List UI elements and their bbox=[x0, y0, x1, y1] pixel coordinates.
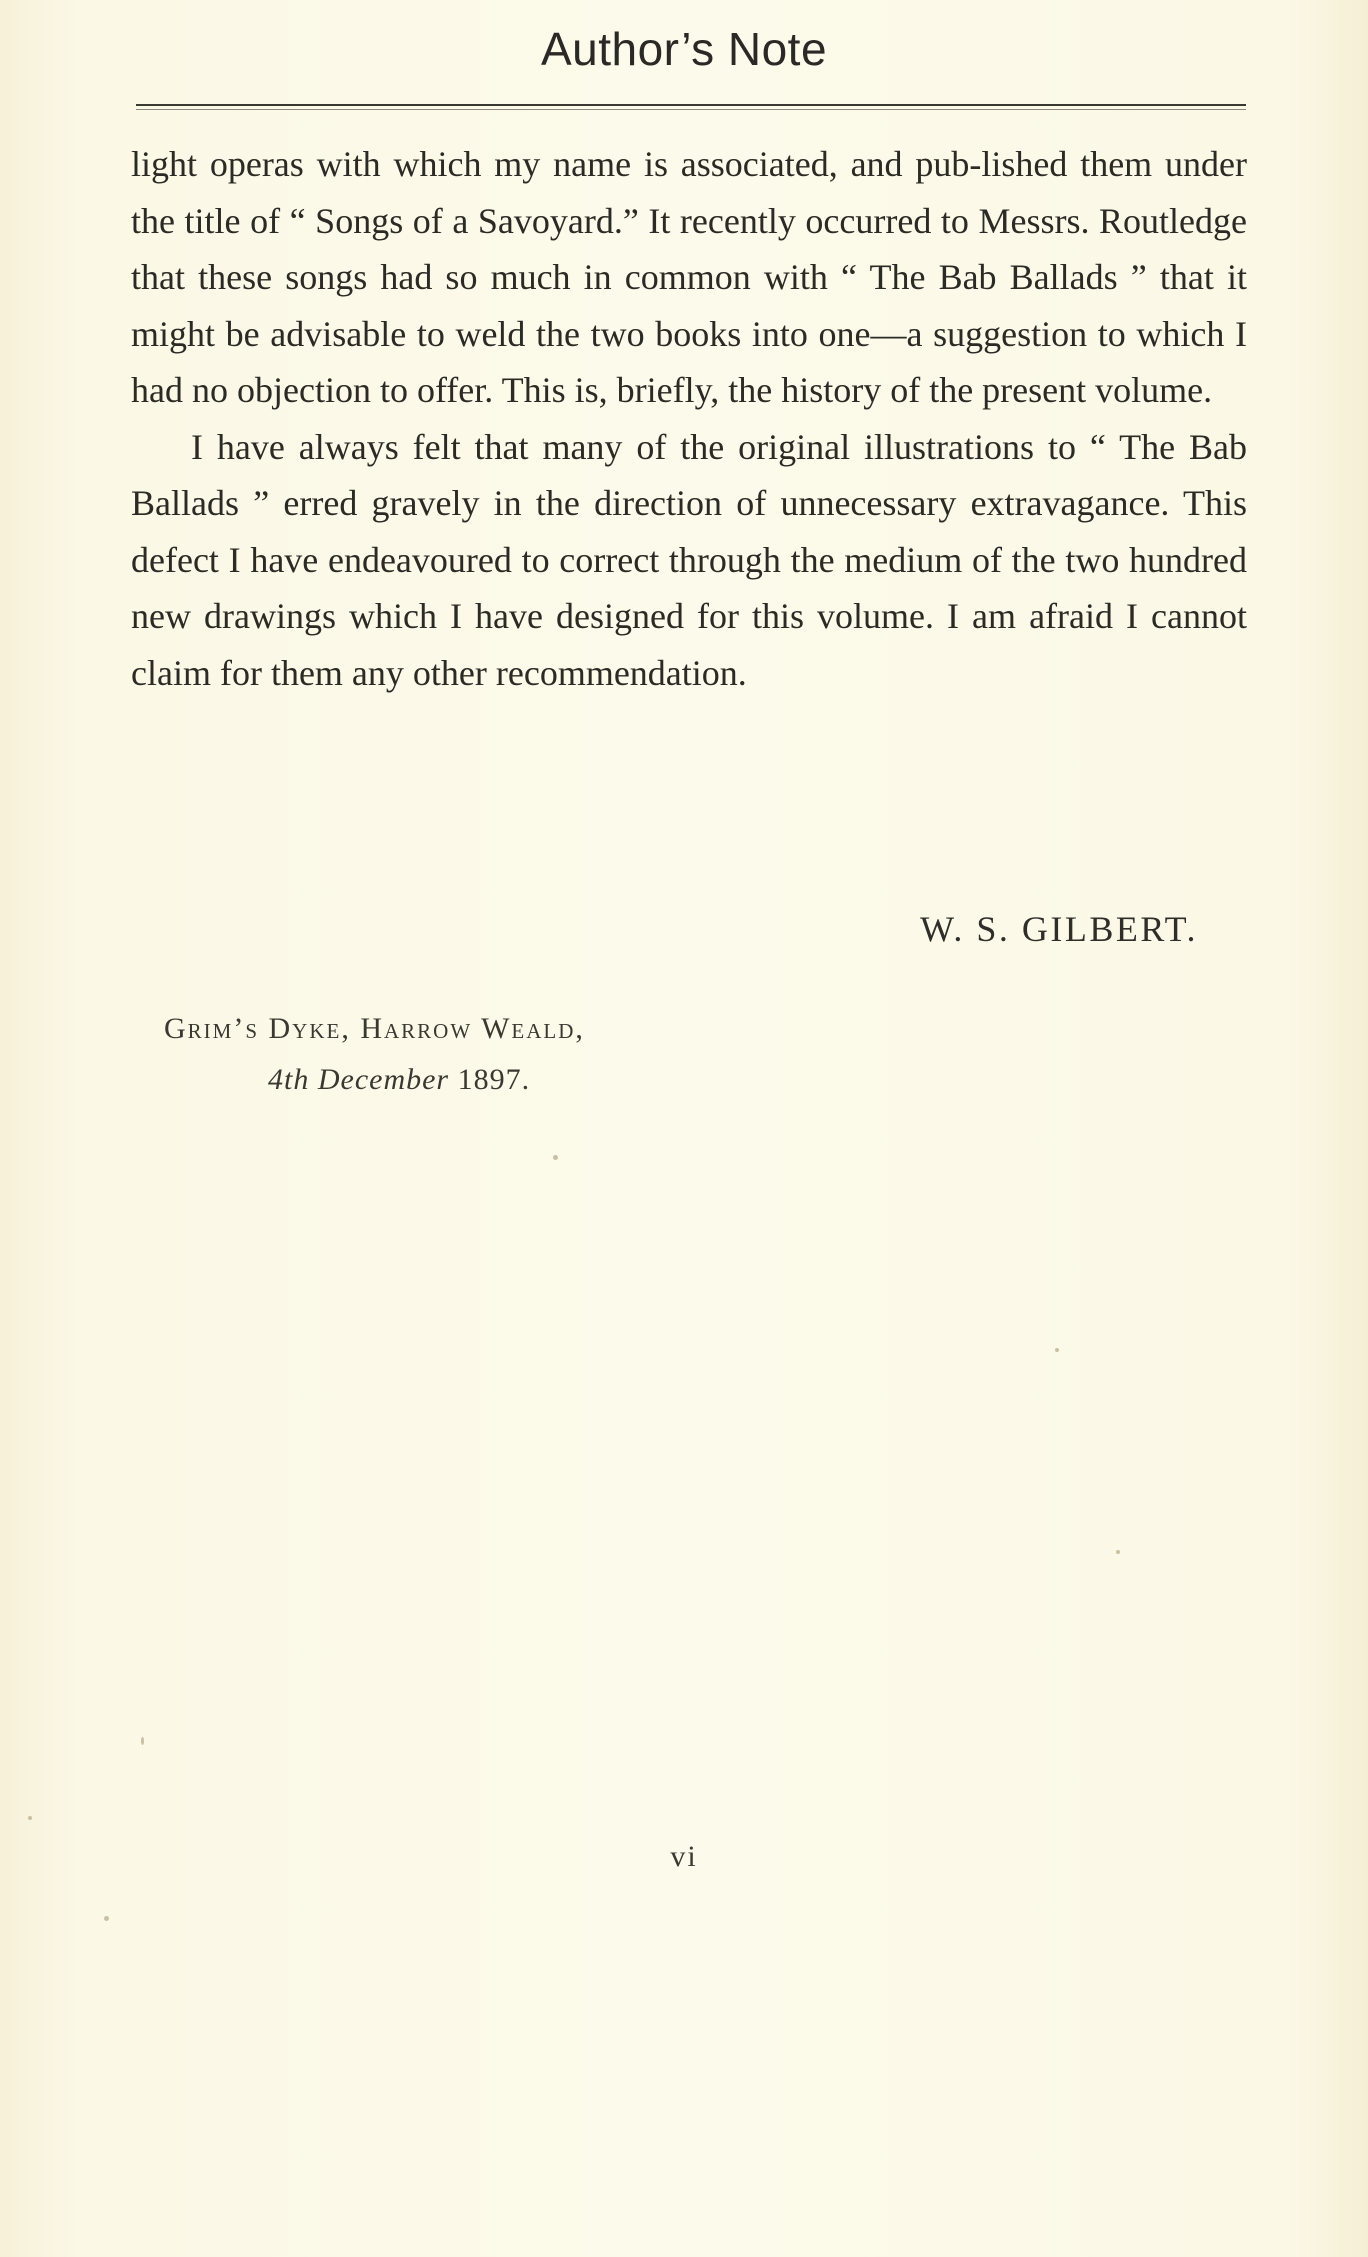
dateline-date bbox=[268, 1063, 530, 1097]
dateline-day: 4th December bbox=[268, 1063, 450, 1096]
dateline-year: 1897. bbox=[457, 1063, 531, 1096]
paragraph-1: light operas with which my name is associated, and pub-lished them under the title of “ Songs of a Savoyard.” It recently occurred to Messrs. Routledge that these songs had so much in common with “ The Bab Ballads ” that it might be advisable to weld the two books into one—a suggestion to which I had no objection to offer. This is, briefly, the history of the present volume. bbox=[131, 144, 1247, 410]
paper-speck bbox=[1116, 1550, 1120, 1554]
page-header bbox=[0, 22, 1368, 76]
paper-speck bbox=[141, 1737, 144, 1745]
running-head: Author’s Note bbox=[540, 23, 828, 75]
dateline-place: Grim’s Dyke, Harrow Weald, bbox=[164, 1012, 585, 1045]
paper-speck bbox=[28, 1816, 32, 1820]
body-text bbox=[131, 136, 1247, 701]
paper-speck bbox=[553, 1155, 558, 1160]
header-rule-thin bbox=[136, 109, 1246, 110]
author-signature: W. S. GILBERT. bbox=[920, 909, 1198, 949]
paragraph-2: I have always felt that many of the original illustrations to “ The Bab Ballads ” erred gravely in the direction of unnecessary extravagance. This defect I have endeavoured to correct through the medium of the two hundred new drawings which I have designed for this volume. I am afraid I cannot claim for them any other recommendation. bbox=[131, 426, 1247, 693]
header-rule bbox=[136, 104, 1246, 106]
page-number: vi bbox=[670, 1840, 698, 1873]
paper-speck bbox=[1055, 1348, 1059, 1352]
paper-speck bbox=[104, 1916, 109, 1921]
